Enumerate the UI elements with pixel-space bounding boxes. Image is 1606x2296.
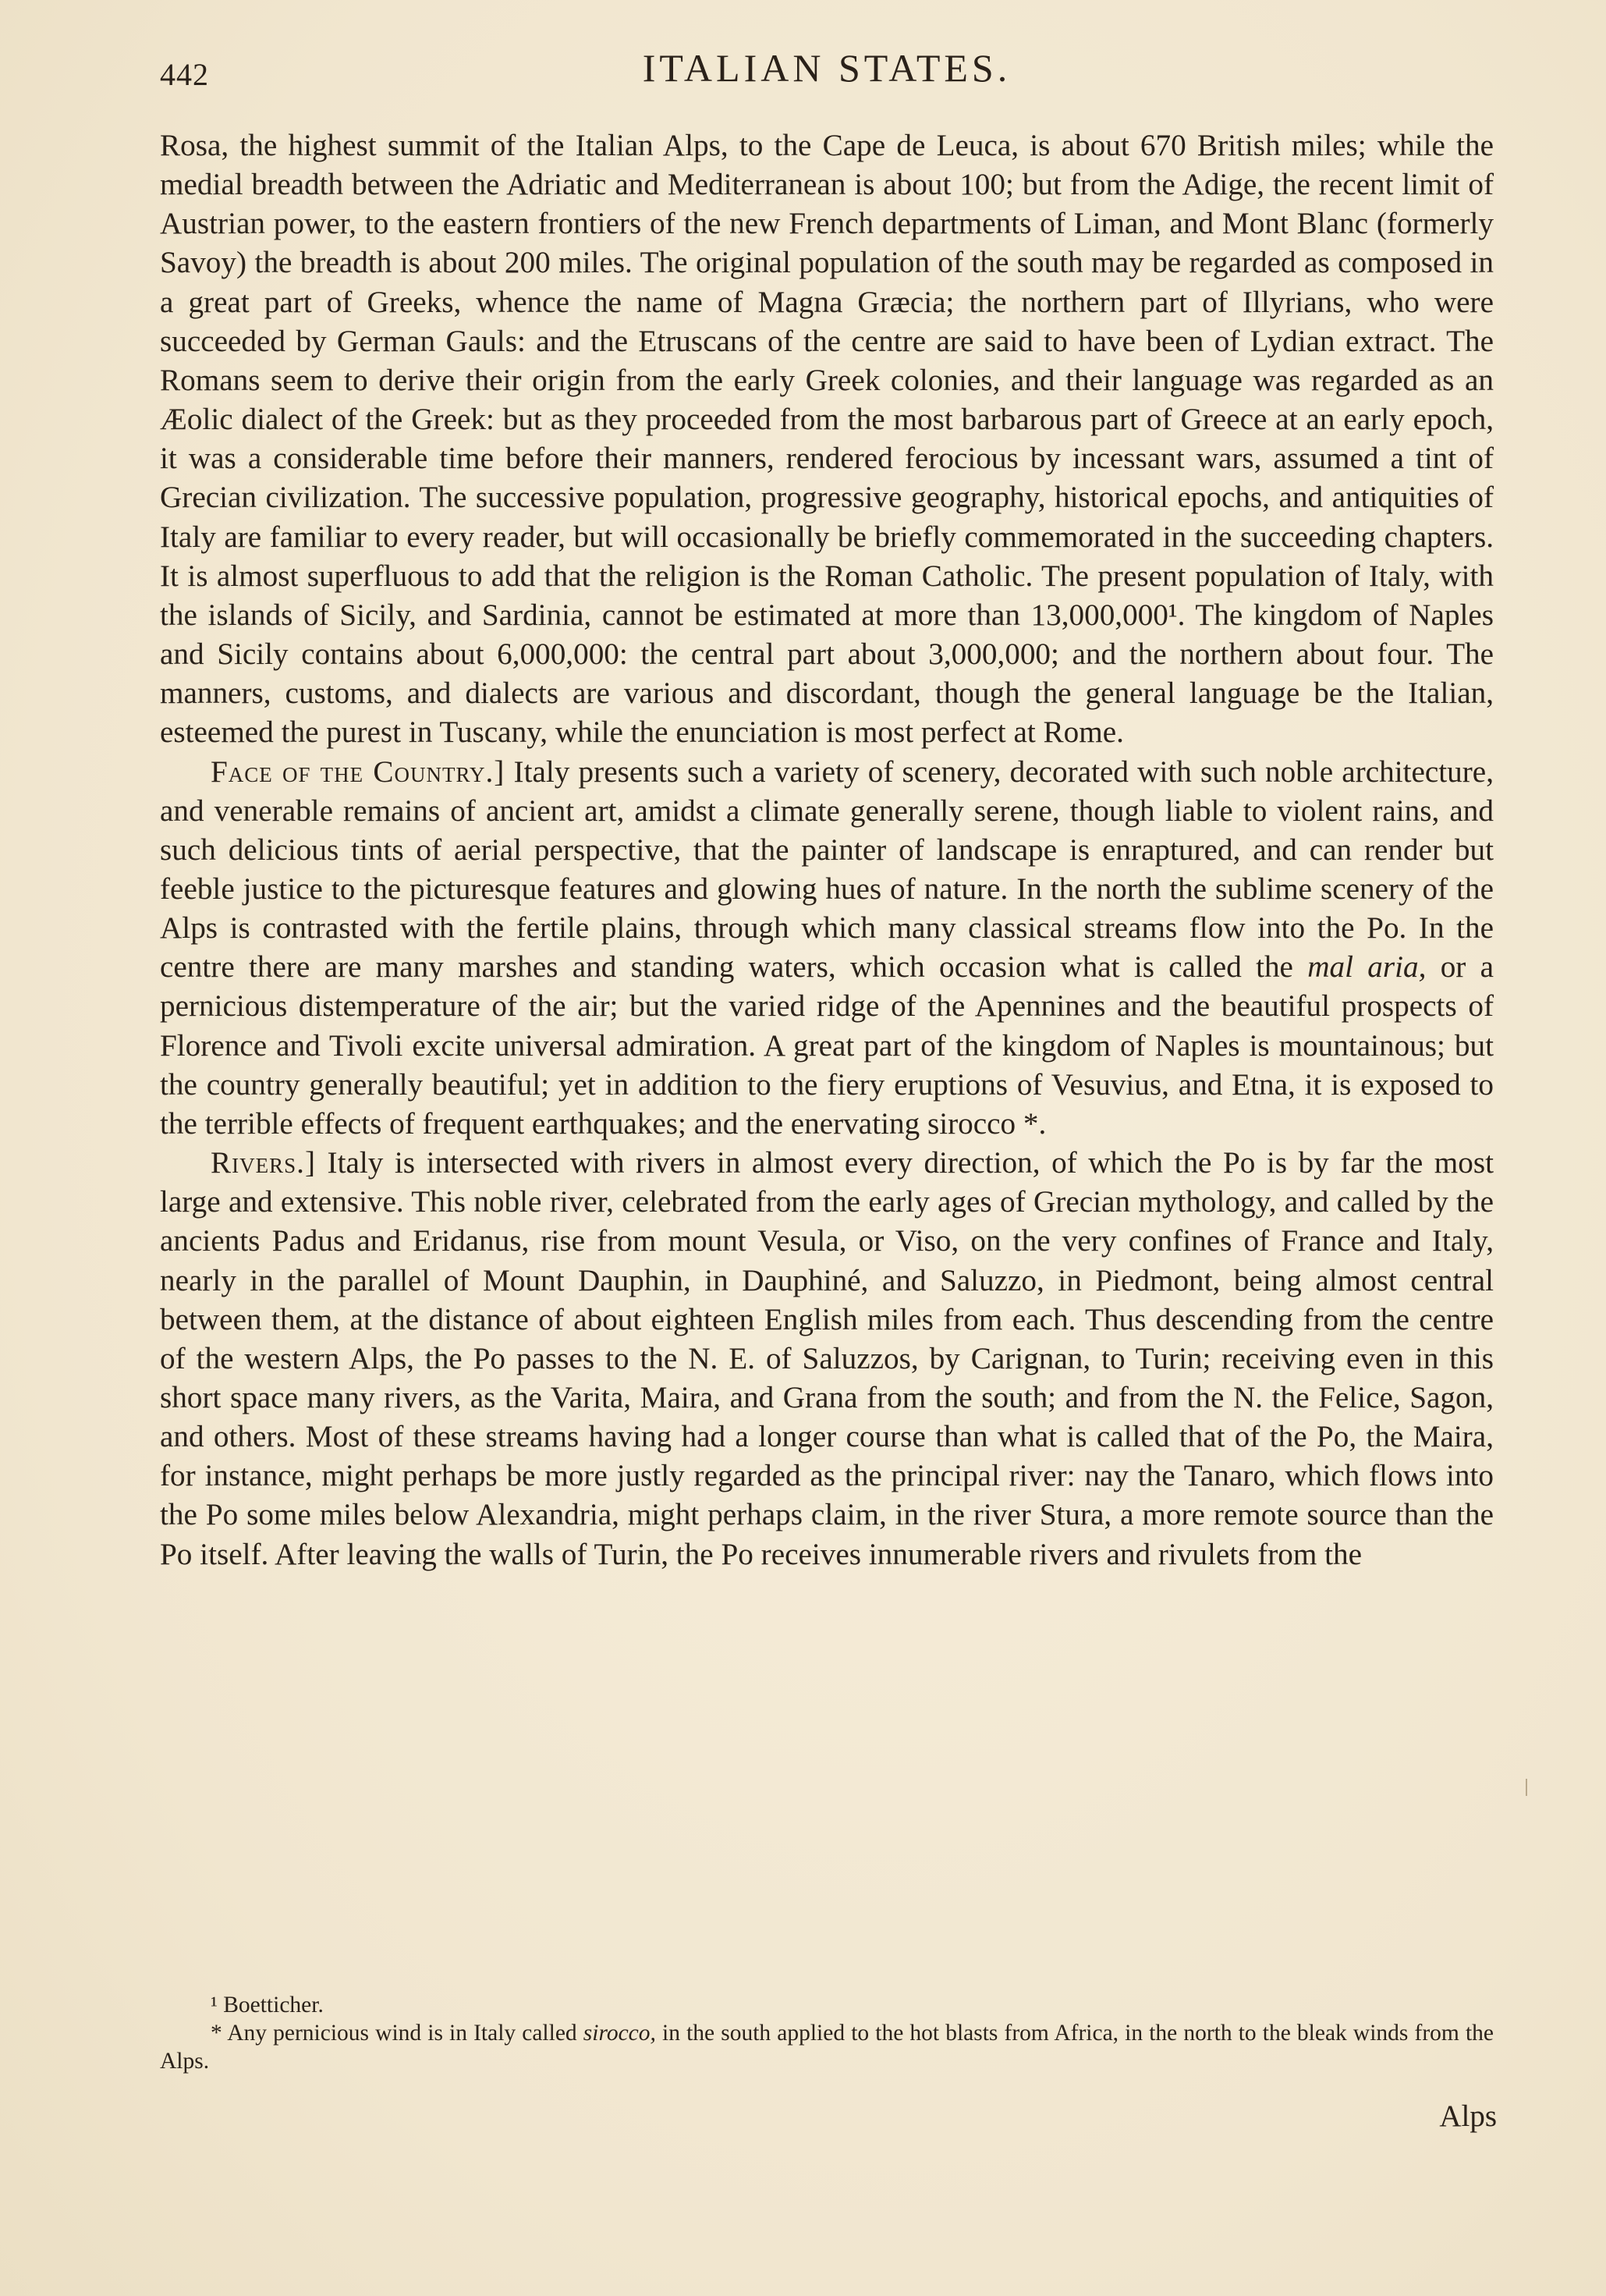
paragraph [160,753,1494,1144]
text-segment: Italy presents such a variety of scenery, decorated with such noble architecture, and venerable remains of ancient art, amidst a climate generally serene, though liable to violent rains, and such delicious tints of aerial perspective, that the painter of landscape is enraptured, and can render but feeble justice to the picturesque features and glowing hues of nature. In the north the sublime scenery of the Alps is contrasted with the fertile plains, through which many classical streams flow into the Po. In the centre there are many marshes and standing waters, which occasion what is called the [160,754,1494,985]
margin-mark [1526,1779,1527,1796]
body-text [160,126,1494,1574]
text-segment: ¹ Boetticher. [211,1993,324,2017]
footnote [160,1991,1494,2019]
paragraph [160,1144,1494,1574]
text-segment: * Any pernicious wind is in Italy called [211,2021,583,2046]
text-segment: Italy is intersected with rivers in almost every direction, of which the Po is by far the most large and extensive. This noble river, celebrated from the early ages of Grecian mythology, and called by the ancients Padus and Eridanus, rise from mount Vesula, or Viso, on the very confines of France and Italy, nearly in the parallel of Mount Dauphin, in Dauphiné, and Saluzzo, in Piedmont, being almost central between them, at the distance of about eighteen English miles from each. Thus descending from the centre of the western Alps, the Po passes to the N. E. of Saluzzos, by Carignan, to Turin; receiving even in this short space many rivers, as the Varita, Maira, and Grana from the south; and from the N. the Felice, Sagon, and others. Most of these streams having had a longer course than what is called that of the Po, the Maira, for instance, might perhaps be more justly regarded as the principal river: nay the Tanaro, which flows into the Po some miles below Alexandria, might perhaps claim, in the river Stura, a more remote source than the Po itself. After leaving the walls of Turin, the Po receives innumerable rivers and rivulets from the [160,1146,1494,1571]
catchword: Alps [1439,2099,1497,2133]
running-title: ITALIAN STATES. [642,46,1012,90]
text-segment: or a pernicious distemperature of the air; but the varied ridge of the Apennines and the beautiful prospects of Florence and Tivoli excite universal admiration. A great part of the kingdom of Naples is mountainous; but the country generally beautiful; yet in addition to the fiery eruptions of Vesuvius, and Etna, it is exposed to the terrible effects of frequent earthquakes; and the enervating sirocco *. [160,950,1494,1141]
footnotes [160,1991,1494,2075]
italic-text: sirocco, [583,2021,656,2046]
text-segment: in the south applied to the hot blasts from Africa, in the north to the bleak winds from the Alps. [160,2021,1494,2074]
italic-text: mal aria, [1307,950,1427,985]
section-heading: Face of the Country.] [211,754,505,789]
text-segment: Rosa, the highest summit of the Italian Alps, to the Cape de Leuca, is about 670 British miles; while the medial breadth between the Adriatic and Mediterranean is about 100; but from the Adige, the recent limit of Austrian power, to the eastern frontiers of the new French departments of Liman, and Mont Blanc (formerly Savoy) the breadth is about 200 miles. The original population of the south may be regarded as composed in a great part of Greeks, whence the name of Magna Græcia; the northern part of Illyrians, who were succeeded by German Gauls: and the Etruscans of the centre are said to have been of Lydian extract. The Romans seem to derive their origin from the early Greek colonies, and their language was regarded as an Æolic dialect of the Greek: but as they proceeded from the most barbarous part of Greece at an early epoch, it was a considerable time before their manners, rendered ferocious by incessant wars, assumed a tint of Grecian civilization. The successive population, progressive geography, historical epochs, and antiquities of Italy are familiar to every reader, but will occasionally be briefly commemorated in the succeeding chapters. It is almost superfluous to add that the religion is the Roman Catholic. The present population of Italy, with the islands of Sicily, and Sardinia, cannot be estimated at more than 13,000,000¹. The kingdom of Naples and Sicily contains about 6,000,000: the central part about 3,000,000; and the northern about four. The manners, customs, and dialects are various and discordant, though the general language be the Italian, esteemed the purest in Tuscany, while the enunciation is most perfect at Rome. [160,129,1494,750]
section-heading: Rivers.] [211,1146,316,1180]
running-head [160,45,1494,92]
paragraph [160,126,1494,753]
footnote [160,2019,1494,2075]
page-number: 442 [160,57,209,92]
